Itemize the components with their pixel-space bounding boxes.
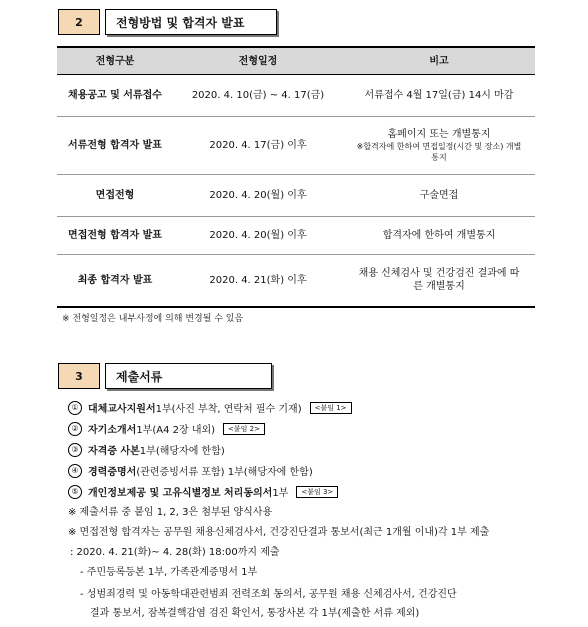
doc-detail: 1부(해당자에 한함) <box>139 446 225 457</box>
item-number: ② <box>68 422 82 436</box>
row-subnote: ※합격자에 한하여 면접일정(시간 및 장소) 개별통지 <box>356 142 522 162</box>
list-item <box>68 439 548 460</box>
header-date: 전형일정 <box>173 47 343 75</box>
note-crime-record-line2: 결과 통보서, 잠복결핵감염 검진 확인서, 통장사본 각 1부(제출한 서류 제외) <box>90 608 420 619</box>
item-number: ④ <box>68 464 82 478</box>
table-row <box>57 117 535 175</box>
row-note: 홈페이지 또는 개별통지 <box>387 129 491 140</box>
row-date: 2020. 4. 10(금) ~ 4. 17(금) <box>173 75 343 117</box>
documents-list <box>68 397 548 502</box>
schedule-footnote: ※ 전형일정은 내부사정에 의해 변경될 수 있음 <box>62 314 244 324</box>
attachment-tag: <붙임 3> <box>296 486 338 498</box>
doc-name: 자기소개서 <box>88 425 137 436</box>
section-2-header <box>58 9 277 35</box>
header-stage: 전형구분 <box>57 47 173 75</box>
section-3-header <box>58 363 272 389</box>
row-stage: 면접전형 합격자 발표 <box>57 217 173 255</box>
list-item <box>68 418 548 439</box>
doc-detail: (관련증빙서류 포함) 1부(해당자에 한함) <box>136 467 313 478</box>
doc-detail: 1부(A4 2장 내외) <box>136 425 216 436</box>
note-deadline: : 2020. 4. 21(화)~ 4. 28(화) 18:00까지 제출 <box>70 547 280 558</box>
section-3-title: 제출서류 <box>105 363 272 389</box>
row-note: 합격자에 한하여 개별통지 <box>343 217 535 255</box>
doc-name: 자격증 사본 <box>88 446 140 457</box>
row-stage: 서류전형 합격자 발표 <box>57 117 173 175</box>
item-number: ⑤ <box>68 485 82 499</box>
note-resident-register: - 주민등록등본 1부, 가족관계증명서 1부 <box>80 567 258 578</box>
section-2-number: 2 <box>58 9 100 35</box>
row-note: 구술면접 <box>343 175 535 217</box>
table-row <box>57 75 535 117</box>
attachment-tag: <붙임 2> <box>223 423 265 435</box>
item-number: ③ <box>68 443 82 457</box>
row-note: 채용 신체검사 및 건강검진 결과에 따른 개별통지 <box>343 255 535 307</box>
row-stage: 채용공고 및 서류접수 <box>57 75 173 117</box>
doc-detail: 1부(사진 부착, 연락처 필수 기재) <box>155 404 302 415</box>
row-date: 2020. 4. 17(금) 이후 <box>173 117 343 175</box>
note-interview-passers: ※ 면접전형 합격자는 공무원 채용신체검사서, 건강진단결과 통보서(최근 1개월 이내)각 1부 제출 <box>68 527 490 538</box>
table-row <box>57 217 535 255</box>
note-attachment-forms: ※ 제출서류 중 붙임 1, 2, 3은 첨부된 양식사용 <box>68 507 273 518</box>
row-note: 서류접수 4월 17일(금) 14시 마감 <box>343 75 535 117</box>
table-header-row <box>57 47 535 75</box>
list-item <box>68 460 548 481</box>
list-item <box>68 481 548 502</box>
row-note-cell <box>343 117 535 175</box>
row-date: 2020. 4. 20(월) 이후 <box>173 175 343 217</box>
attachment-tag: <붙임 1> <box>310 402 352 414</box>
doc-name: 개인정보제공 및 고유식별정보 처리동의서 <box>88 488 273 499</box>
schedule-table <box>57 46 535 308</box>
doc-name: 대체교사지원서 <box>88 404 156 415</box>
doc-name: 경력증명서 <box>88 467 137 478</box>
row-stage: 면접전형 <box>57 175 173 217</box>
section-3-number: 3 <box>58 363 100 389</box>
doc-detail: 1부 <box>272 488 289 499</box>
header-note: 비고 <box>343 47 535 75</box>
list-item <box>68 397 548 418</box>
section-2-title: 전형방법 및 합격자 발표 <box>105 9 277 35</box>
table-row <box>57 255 535 307</box>
row-date: 2020. 4. 20(월) 이후 <box>173 217 343 255</box>
item-number: ① <box>68 401 82 415</box>
row-date: 2020. 4. 21(화) 이후 <box>173 255 343 307</box>
row-stage: 최종 합격자 발표 <box>57 255 173 307</box>
note-crime-record-line1: - 성범죄경력 및 아동학대관련범죄 전력조회 동의서, 공무원 채용 신체검사서, 건강진단 <box>80 589 457 600</box>
table-row <box>57 175 535 217</box>
